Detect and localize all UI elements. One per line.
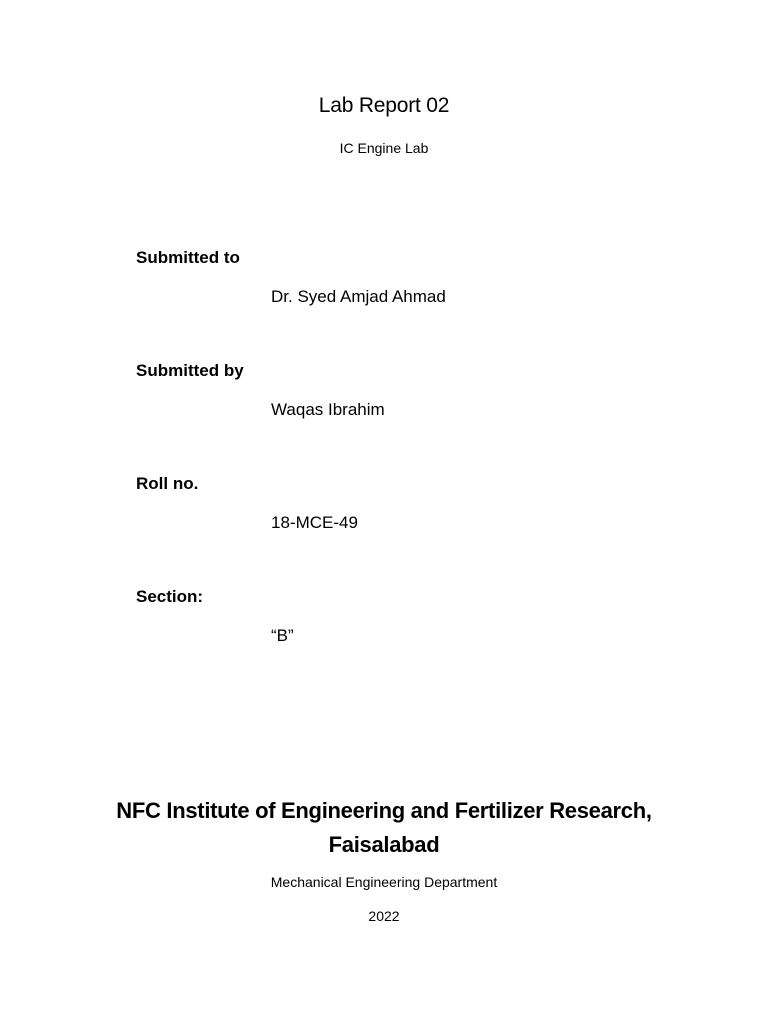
institute-name-line1: NFC Institute of Engineering and Fertilizer Research, [116, 798, 652, 823]
section-label: Section: [136, 587, 204, 606]
submitted-to-label: Submitted to [136, 248, 240, 267]
report-year: 2022 [368, 908, 400, 924]
roll-no-value: 18-MCE-49 [271, 513, 358, 532]
submitted-by-label: Submitted by [136, 361, 244, 380]
roll-no-label: Roll no. [136, 474, 199, 493]
department-name: Mechanical Engineering Department [270, 874, 498, 890]
institute-name [0, 794, 768, 862]
report-title: Lab Report 02 [318, 94, 450, 117]
section-value: “B” [271, 626, 294, 645]
institute-name-line2: Faisalabad [328, 832, 440, 857]
submitted-to-value: Dr. Syed Amjad Ahmad [271, 287, 446, 306]
report-subtitle: IC Engine Lab [339, 140, 429, 156]
submitted-by-value: Waqas Ibrahim [271, 400, 385, 419]
